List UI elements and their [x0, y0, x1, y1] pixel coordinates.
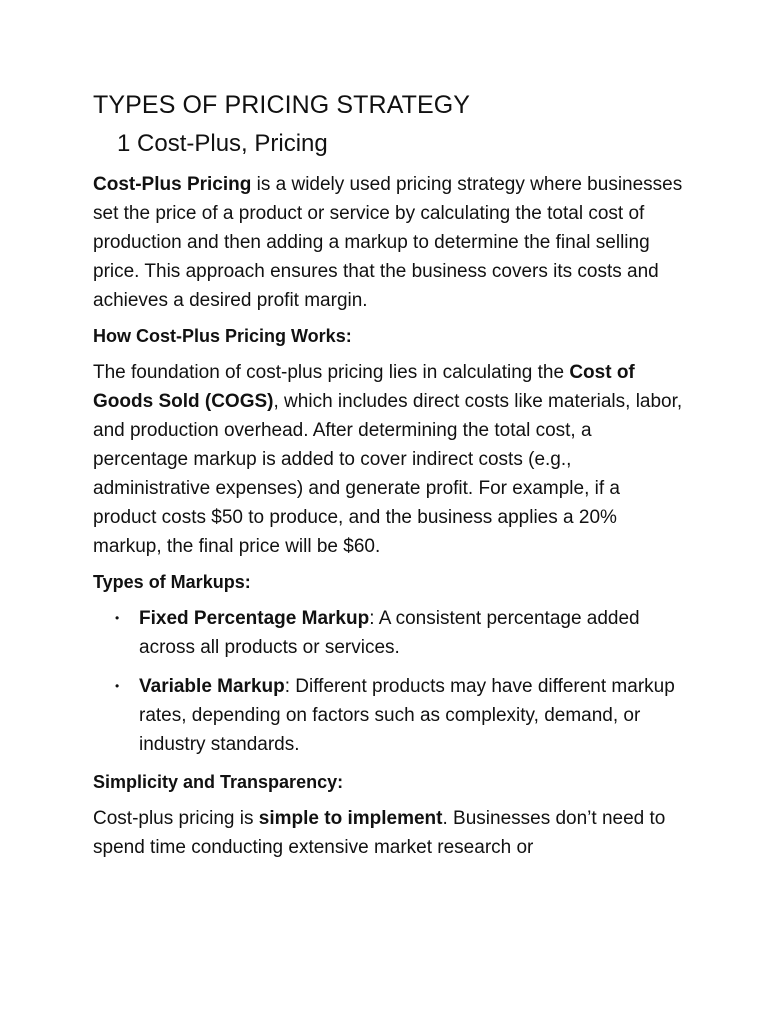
list-item	[93, 604, 683, 662]
simplicity-bold-term: simple to implement	[258, 808, 443, 829]
intro-paragraph	[93, 170, 683, 315]
markup-term: Fixed Percentage Markup	[139, 608, 370, 629]
intro-bold-lead: Cost-Plus Pricing	[93, 174, 252, 195]
simplicity-paragraph	[93, 804, 683, 862]
bullet-icon: •	[115, 679, 120, 693]
cogs-term: Cost of Goods Sold (COGS)	[93, 362, 635, 412]
document-page	[93, 88, 683, 870]
document-title: TYPES OF PRICING STRATEGY	[93, 91, 471, 119]
simplicity-heading: Simplicity and Transparency:	[93, 772, 344, 792]
simplicity-text-after: . Businesses don’t need to spend time conducting extensive market research or	[93, 808, 666, 858]
markups-heading: Types of Markups:	[93, 572, 251, 592]
intro-text: is a widely used pricing strategy where businesses set the price of a product or service by calculating the total cost of production and then adding a markup to determine the final selling price. This approach ensures that the business covers its costs and achieves a desired profit margin.	[93, 174, 683, 311]
bullet-icon: •	[115, 611, 120, 625]
how-it-works-paragraph	[93, 358, 683, 561]
how-it-works-text-after: , which includes direct costs like materials, labor, and production overhead. After determining the total cost, a percentage markup is added to cover indirect costs (e.g., administrative expenses) and generate profit. For example, if a product costs $50 to produce, and the business applies a 20% markup, the final price will be $60.	[93, 391, 683, 557]
list-item	[93, 672, 683, 759]
markup-text: : A consistent percentage added across all products or services.	[139, 608, 640, 658]
how-it-works-text-before: The foundation of cost-plus pricing lies in calculating the	[93, 362, 570, 383]
section-heading: 1 Cost-Plus, Pricing	[117, 130, 328, 157]
markup-term: Variable Markup	[139, 676, 285, 697]
simplicity-text-before: Cost-plus pricing is	[93, 808, 259, 829]
markups-list	[93, 604, 683, 759]
how-it-works-heading: How Cost-Plus Pricing Works:	[93, 326, 352, 346]
markup-text: : Different products may have different markup rates, depending on factors such as complexity, demand, or industry standards.	[139, 676, 675, 755]
